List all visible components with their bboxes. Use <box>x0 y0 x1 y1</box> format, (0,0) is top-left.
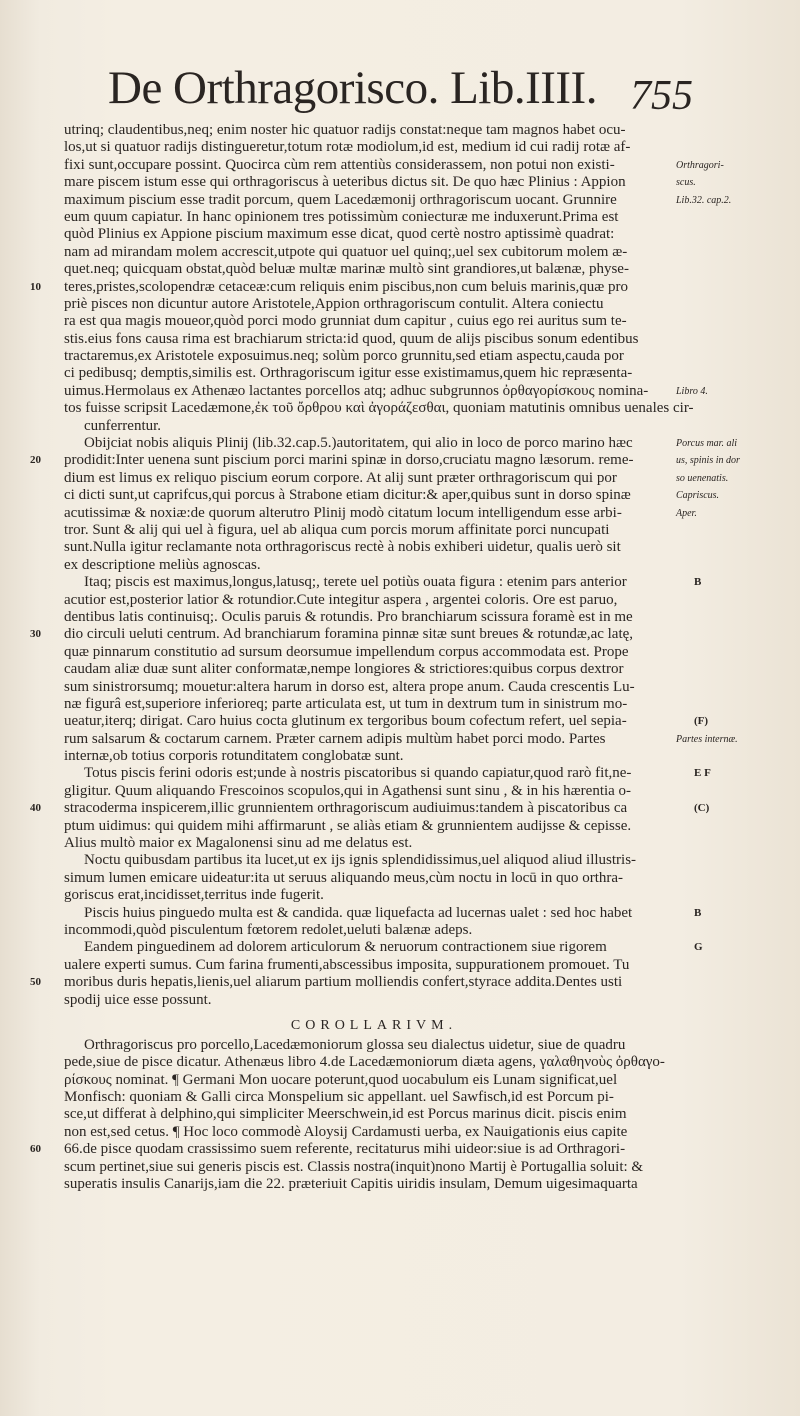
text-line <box>64 1159 800 1176</box>
line-text: sum sinistrorsumq; mouetur:altera harum in dorso est, altera prope anum. Cauda crescentis Lu- <box>64 678 635 695</box>
marginal-note: (C) <box>694 802 710 815</box>
text-line <box>64 765 800 782</box>
page-header <box>108 58 708 118</box>
main-text <box>30 122 800 1193</box>
text-line <box>64 383 800 400</box>
text-line <box>64 783 800 800</box>
line-text: dium est limus ex reliquo piscium eorum corpore. At alij sunt præter orthragoriscum qui por <box>64 469 617 486</box>
text-line <box>30 452 800 469</box>
line-text: Obijciat nobis aliquis Plinij (lib.32.cap.5.)autoritatem, qui alio in loco de porco marino hæc <box>84 435 633 452</box>
line-text: scum pertinet,siue sui generis piscis est. Classis nostra(inquit)nono Martij è Portugallia soluit: & <box>64 1158 644 1175</box>
text-line <box>64 939 800 956</box>
text-line <box>64 365 800 382</box>
line-text: Totus piscis ferini odoris est;unde à nostris piscatoribus si quando capiatur,quod rarò fit,ne- <box>84 765 632 782</box>
text-line <box>64 557 800 574</box>
text-line <box>64 887 800 904</box>
line-text: stracoderma inspicerem,illic grunnientem orthragoriscum audiuimus:tandem à piscatoribus ca <box>64 800 628 817</box>
text-line <box>64 1176 800 1193</box>
line-text: simum lumen emicare uideatur:ita ut seruus aliquando meus,cùm noctu in locū in quo orthra- <box>64 869 624 886</box>
line-text: Monfisch: quoniam & Galli circa Monspelium sic appellant. uel Sawfisch,id est Porcum pi- <box>64 1089 614 1106</box>
text-line <box>64 418 800 435</box>
line-text: priè pisces non dicuntur autore Aristotele,Appion orthragoriscum contulit. Altera coniectu <box>64 295 604 312</box>
text-line <box>64 1072 800 1089</box>
line-text: tractaremus,ex Aristotele exposuimus.neq; solùm porco grunnitu,sed etiam aspectu,cauda por <box>64 348 624 365</box>
line-text: Piscis huius pinguedo multa est & candida. quæ liquefacta ad lucernas ualet : sed hoc habet <box>84 904 633 921</box>
running-title: De Orthragorisco. Lib.IIII. <box>108 62 597 114</box>
text-line <box>64 505 800 522</box>
line-number: 20 <box>30 454 41 467</box>
marginal-note: Porcus mar. ali <box>676 438 738 450</box>
line-text: ci pedibusq; demptis,similis est. Orthragoriscum igitur esse existimamus,quem hic repræsenta- <box>64 365 633 382</box>
line-text: superatis insulis Canarijs,iam die 22. præteriuit Capitis uiridis insulam, Demum uigesimaquarta <box>64 1176 638 1193</box>
text-line <box>64 1106 800 1123</box>
line-text: ex descriptione meliùs agnoscas. <box>64 556 261 573</box>
line-text: ρίσκους nominat. ¶ Germani Mon uocare poterunt,quod uocabulum eis Lunam significat,uel <box>64 1071 618 1088</box>
line-number: 40 <box>30 802 41 815</box>
line-text: stis.eius fons causa rima est brachiarum stricta:id quod, quum de alijs piscibus sonum edentibus <box>64 330 639 347</box>
text-line <box>64 661 800 678</box>
line-text: næ figurâ est,superiore inferioreq; parte articulata est, ut tum in dextrum tum in sinistrum mo- <box>64 695 628 712</box>
line-text: ptum uidimus: qui quidem mihi affirmarunt , se aliàs etiam & grunnientem audijsse & cepisse. <box>64 817 632 834</box>
marginal-note: Aper. <box>676 507 697 519</box>
line-text: sunt.Nulla igitur reclamante nota orthragoriscus rectè à nobis exhiberi uidetur, qualis uerò sit <box>64 539 621 556</box>
line-text: acutior est,posterior latior & rotundior.Cute integitur aspera , argentei coloris. Ore est paruo, <box>64 591 618 608</box>
line-text: caudam aliæ duæ sunt aliter conformatæ,nempe longiores & strictiores:quibus corpus dextror <box>64 661 624 678</box>
line-text: ra est qua magis moueor,quòd porci modo grunniat dum capitur , cuius ego rei auritus sum te- <box>64 313 627 330</box>
line-text: 66.de pisce quodam crassissimo suem referente, recitaturus mihi uideor:siue is ad Orthragori- <box>64 1141 626 1158</box>
marginal-note: G <box>694 941 703 954</box>
page-number: 755 <box>630 73 693 119</box>
text-line <box>64 139 800 156</box>
text-line <box>64 818 800 835</box>
corollary-heading: COROLLARIVM. <box>290 1017 458 1033</box>
text-line <box>30 800 800 817</box>
line-text: gligitur. Quum aliquando Frescoinos scopulos,qui in Agathensi sunt sinu , & in his hærentia o- <box>64 782 632 799</box>
line-text: spodij uice esse possunt. <box>64 991 212 1008</box>
line-text: dentibus latis continuisq;. Oculis paruis & rotundis. Pro branchiarum scissura foramè est in me <box>64 608 633 625</box>
text-line <box>30 278 800 296</box>
text-line <box>64 852 800 869</box>
line-text: nam ad mirandam molem accrescit,utpote qui quatuor uel quinq;,uel sex cubitorum molem æ- <box>64 243 628 260</box>
corollary-block <box>30 1036 800 1194</box>
line-number: 60 <box>30 1143 41 1156</box>
line-text: cunferrentur. <box>84 417 162 434</box>
text-line <box>64 487 800 504</box>
line-text: Eandem pinguedinem ad dolorem articulorum & neruorum contractionem siue rigorem <box>84 939 607 956</box>
line-text: tror. Sunt & alij qui uel à figura, uel ab aliqua cum porcis morum affinitate porci nuncupati <box>64 521 610 538</box>
line-text: quet.neq; quicquam obstat,quòd beluæ multæ marinæ multò sint grandiores,ut balænæ, physe- <box>64 261 629 278</box>
line-text: quæ pinnarum constitutio ad sursum deorsumue impellendum corpus accommodata est. Prope <box>64 643 629 660</box>
marginal-note: E F <box>694 767 711 780</box>
line-text: dio circuli ueluti centrum. Ad branchiarum foramina pinnæ sitæ sunt breues & rotundæ,ac latę, <box>64 626 634 643</box>
line-text: ci dicti sunt,ut caprifcus,qui porcus à Strabone etiam dicitur:& aper,quibus sunt in dorso spinæ <box>64 487 631 504</box>
line-text: pede,siue de pisce dicatur. Athenæus libro 4.de Lacedæmoniorum diæta agens, γαλαθηνοὺς ὀρθαγο- <box>64 1054 665 1071</box>
text-line <box>64 174 800 191</box>
line-number: 30 <box>30 628 41 641</box>
text-line <box>64 192 800 209</box>
text-line <box>64 331 800 348</box>
text-line <box>64 261 800 278</box>
marginal-note: so uenenatis. <box>676 472 729 484</box>
line-text: uimus.Hermolaus ex Athenæo lactantes porcellos atq; adhuc subgrunnos ὀρθαγορίσκους nomina- <box>64 382 649 399</box>
text-line <box>64 296 800 313</box>
marginal-note: Orthragori- <box>676 159 724 171</box>
line-text: maximum piscium esse tradit porcum, quem Lacedæmonij orthragoriscum uocant. Grunnire <box>64 191 617 208</box>
text-block <box>30 122 800 1009</box>
text-line <box>64 696 800 713</box>
line-text: Noctu quibusdam partibus ita lucet,ut ex ijs ignis splendidissimus,uel aliquod aliud illustris- <box>84 852 637 869</box>
text-line <box>64 870 800 887</box>
text-line <box>64 957 800 974</box>
text-line <box>64 348 800 365</box>
text-line <box>64 122 800 139</box>
line-text: acutissimæ & noxiæ:de quorum alterutro Plinij modò citatum locum intelligendum esse arbi- <box>64 504 622 521</box>
text-line <box>64 1124 800 1141</box>
marginal-note: B <box>694 576 702 589</box>
text-line <box>30 626 800 643</box>
line-text: Orthragoriscus pro porcello,Lacedæmoniorum glossa seu dialectus uidetur, siue de quadru <box>84 1036 626 1053</box>
line-text: rum salsarum & coctarum carnem. Præter carnem adipis multùm habet porci modo. Partes <box>64 730 606 747</box>
text-line <box>64 209 800 226</box>
text-line <box>64 244 800 261</box>
line-text: Alius multò maior ex Magalonensi sinu ad me delatus est. <box>64 835 413 852</box>
text-line <box>64 574 800 591</box>
text-line <box>64 226 800 243</box>
line-text: eum quum capiatur. In hanc opinionem tres potissimùm coniecturæ me induxerunt.Prima est <box>64 208 619 225</box>
marginal-note: scus. <box>676 177 696 189</box>
text-line <box>64 609 800 626</box>
text-line <box>64 313 800 330</box>
text-line <box>64 731 800 748</box>
text-line <box>30 1141 800 1158</box>
line-text: internæ,ob totius corporis rotunditatem conglobatæ sunt. <box>64 748 404 765</box>
marginal-note: (F) <box>694 715 709 728</box>
line-text: tos fuisse scripsit Lacedæmone,ἐκ τοῦ ὄρθρου καὶ ἀγοράζεσθαι, quoniam matutinis omnibus uenales cir- <box>64 400 694 417</box>
marginal-note: us, spinis in dor <box>676 455 740 467</box>
text-line <box>64 522 800 539</box>
line-text: ualere experti sumus. Cum farina frumenti,abscessibus imposita, suppurationem promouet. Tu <box>64 956 630 973</box>
line-text: Itaq; piscis est maximus,longus,latusq;, terete uel potiùs ouata figura : etenim pars anterior <box>84 574 627 591</box>
line-text: prodidit:Inter uenena sunt piscium porci marini spinæ in dorso,cruciatu magno læsorum. reme- <box>64 452 634 469</box>
line-text: incommodi,quòd pisculentum fœtorem redolet,ueluti balænæ adeps. <box>64 921 473 938</box>
line-text: ueatur,iterq; dirigat. Caro huius cocta glutinum ex tergoribus boum cofectum refert, uel sepia- <box>64 713 627 730</box>
line-text: sce,ut differat à delphino,qui simpliciter Meerschwein,id est Porcus marinus dicit. piscis enim <box>64 1106 627 1123</box>
line-text: non est,sed cetus. ¶ Hoc loco commodè Aloysij Cardamusti uerba, ex Nauigationis eius capite <box>64 1123 628 1140</box>
line-number: 50 <box>30 976 41 989</box>
text-line <box>64 679 800 696</box>
text-line <box>64 644 800 661</box>
text-line <box>64 835 800 852</box>
marginal-note: B <box>694 906 702 919</box>
text-line <box>30 974 800 991</box>
text-line <box>64 539 800 556</box>
line-text: goriscus erat,incidisset,territus inde fugerit. <box>64 887 324 904</box>
line-number: 10 <box>30 280 41 293</box>
text-line <box>64 992 800 1009</box>
marginal-note: Partes internæ. <box>676 733 738 745</box>
text-line <box>64 748 800 765</box>
text-line <box>64 1089 800 1106</box>
line-text: fixi sunt,occupare possint. Quocirca cùm rem attentiùs considerassem, non potui non existi- <box>64 156 615 173</box>
text-line <box>64 400 800 417</box>
text-line <box>64 435 800 452</box>
marginal-note: Lib.32. cap.2. <box>676 194 732 206</box>
line-text: mare piscem istum esse qui orthragoriscus à ueteribus dictus sit. De quo hæc Plinius : Appion <box>64 174 626 191</box>
line-text: quòd Plinius ex Appione piscium maximum esse dicat, quod certè nostro aptissimè quadrat: <box>64 226 615 243</box>
text-line <box>64 592 800 609</box>
line-text: utrinq; claudentibus,neq; enim noster hic quatuor radijs constat:neque tam magnos habet ocu- <box>64 122 626 138</box>
text-line <box>64 905 800 922</box>
marginal-note: Capriscus. <box>676 490 720 502</box>
line-text: teres,pristes,scolopendræ cetaceæ:cum reliquis enim piscibus,non cum beluis marinis,quæ pro <box>64 278 629 295</box>
line-text: moribus duris hepatis,lienis,uel aliarum partium molliendis confert,styrace addita.Dentes usti <box>64 974 623 991</box>
text-line <box>64 1037 800 1054</box>
text-line <box>64 1054 800 1071</box>
text-line <box>64 470 800 487</box>
marginal-note: Libro 4. <box>676 385 708 397</box>
text-line <box>64 713 800 730</box>
line-text: los,ut si quatuor radijs distingueretur,totum rotæ modiolum,id est, medium id cui radij rotæ af- <box>64 139 631 156</box>
text-line <box>64 157 800 174</box>
text-line <box>64 922 800 939</box>
